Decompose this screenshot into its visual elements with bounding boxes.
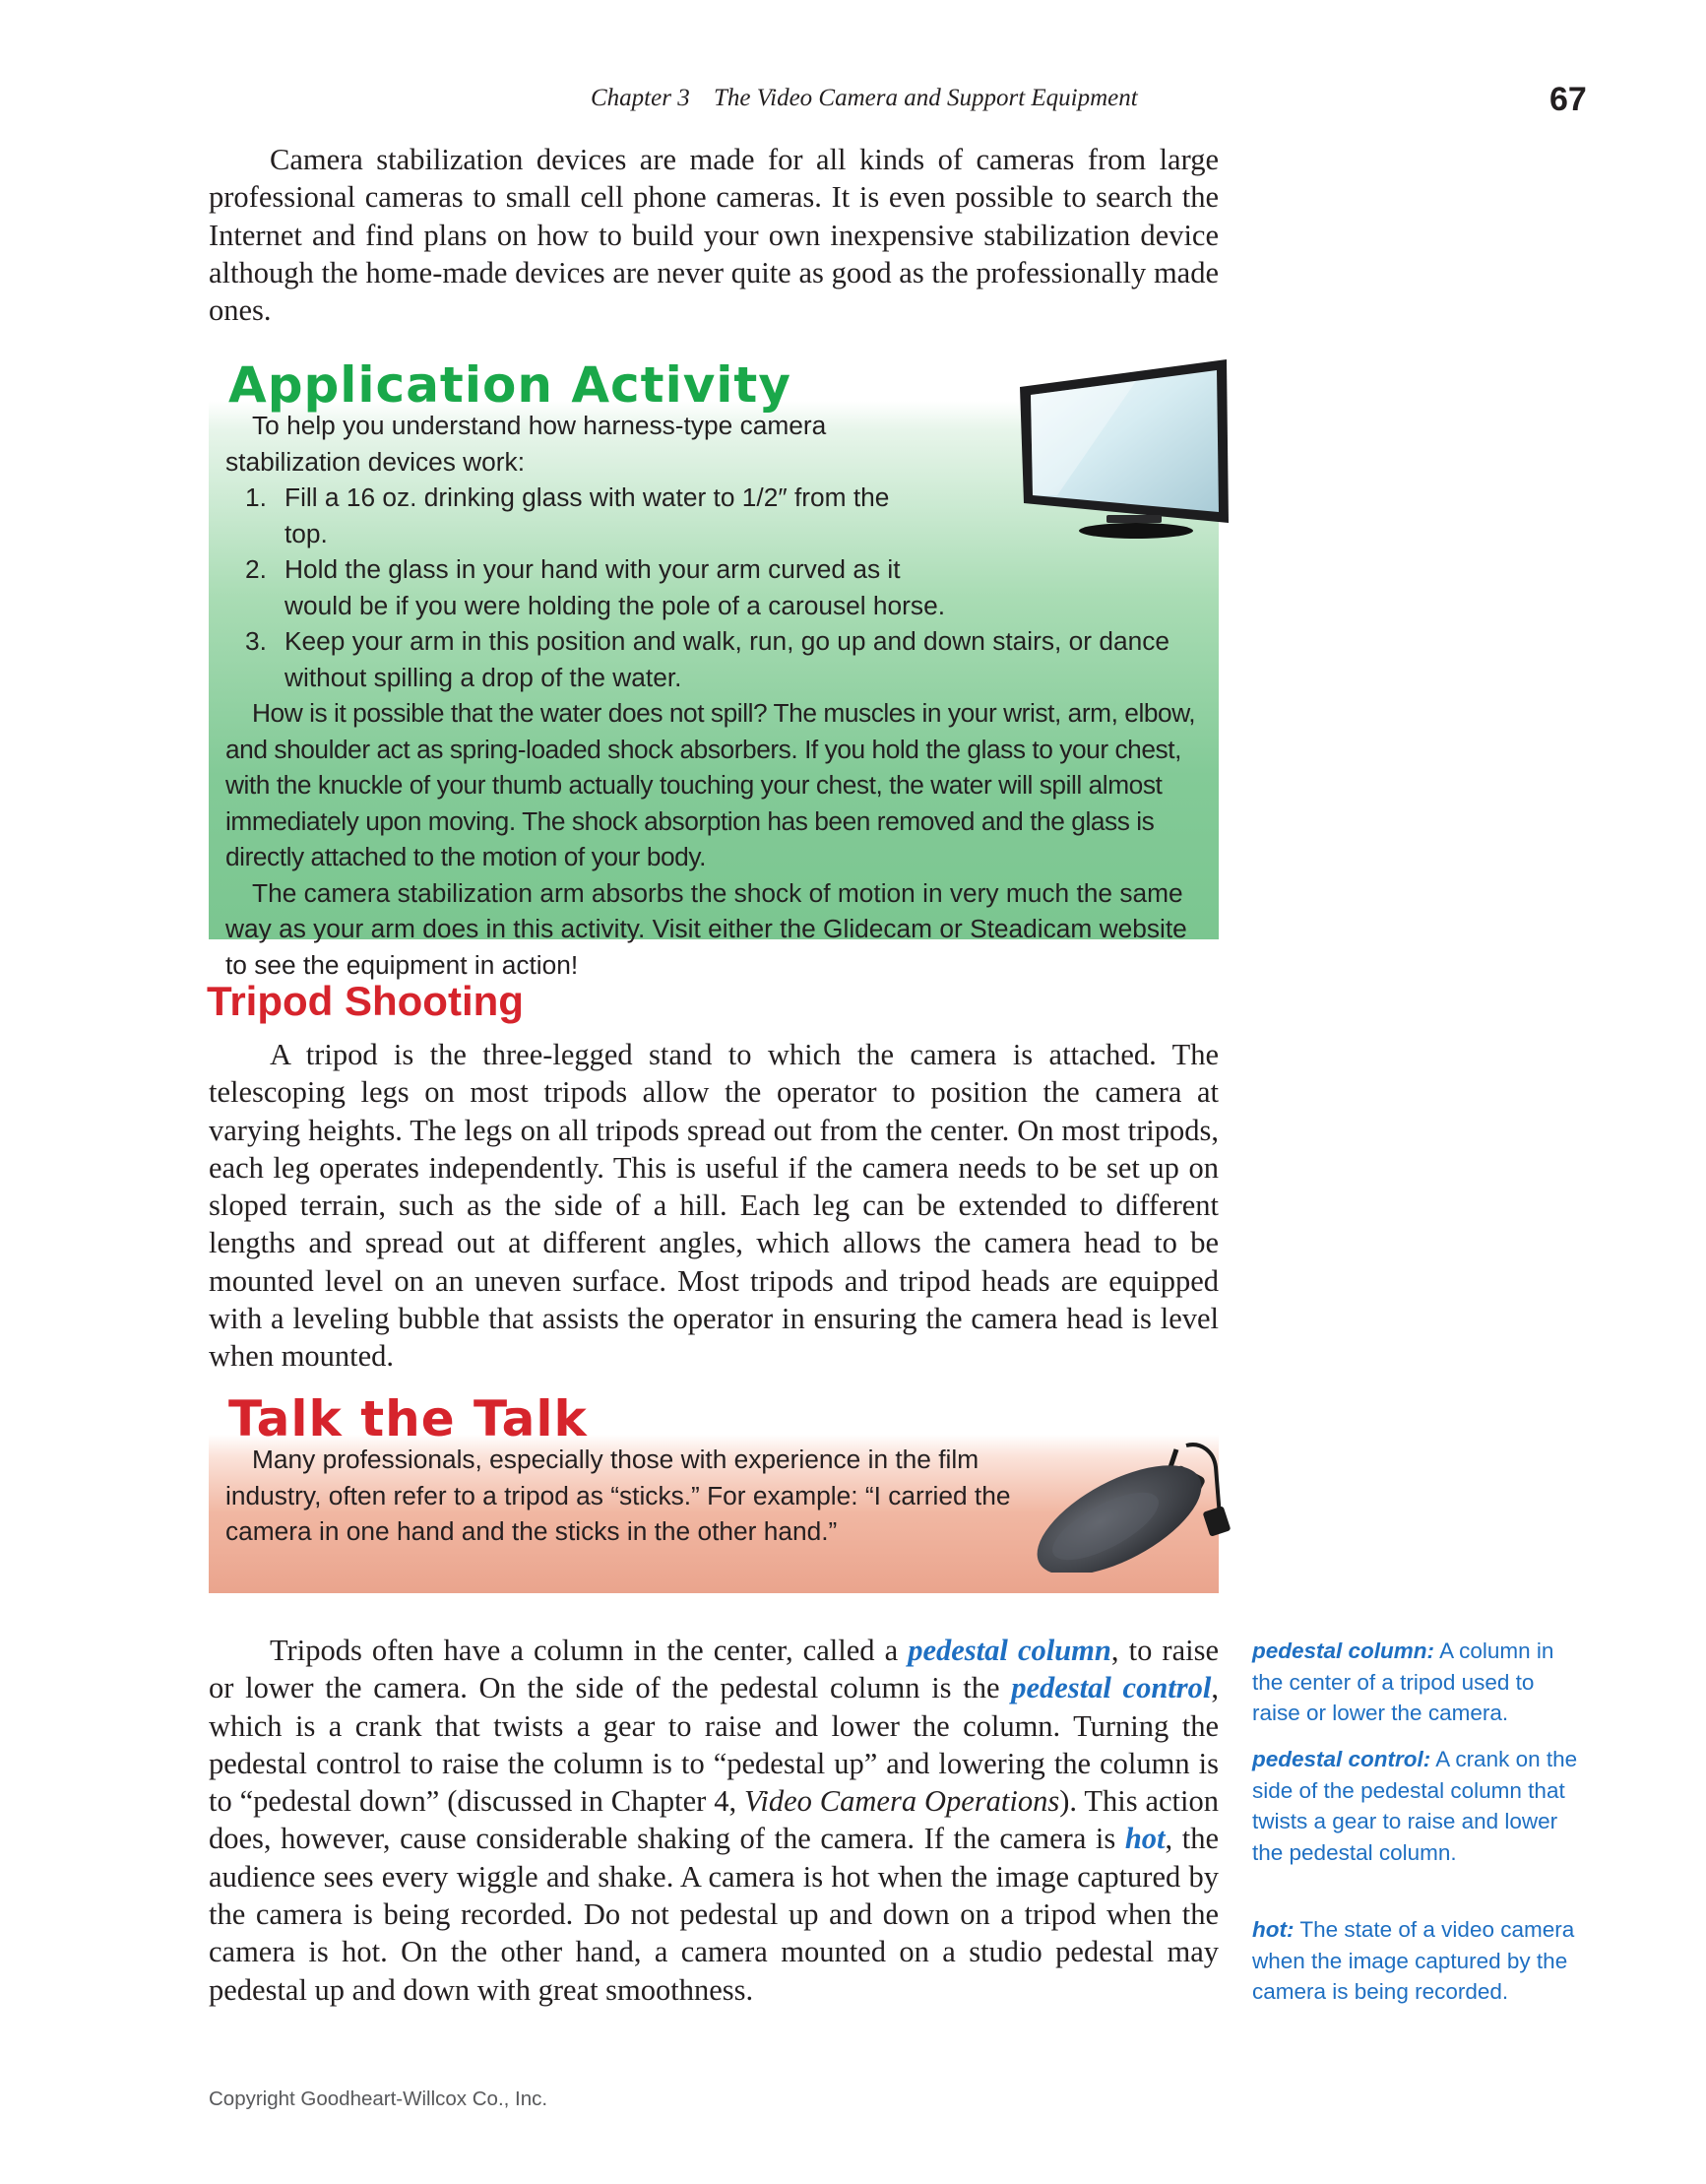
- pedestal-text-part2: , to raise or lower the camera. On the side of the pedestal column is the: [209, 1634, 1219, 1705]
- activity-title: Application Activity: [228, 356, 791, 414]
- glossary-entry: [1252, 1914, 1587, 2008]
- pedestal-paragraph: [209, 1632, 1219, 2009]
- key-term-pedestal-column: pedestal column: [908, 1634, 1111, 1667]
- pedestal-text-part3: , which is a crank that twists a gear to raise and lower the column. Turning the pedestal control to raise the column is to “pedestal up” and lowering the column is to “pedestal down” (discussed in Chapter 4,: [209, 1671, 1220, 1819]
- talk-content: [225, 1442, 1062, 1550]
- talk-paragraph: Many professionals, especially those with experience in the film industry, often refer to a tripod as “sticks.” For example: “I carried the camera in one hand and the sticks in the other hand.”: [225, 1445, 1011, 1546]
- activity-step: [225, 623, 1190, 695]
- glossary-definition: A column in the center of a tripod used to raise or lower the camera.: [1252, 1638, 1554, 1725]
- pedestal-text-part5: , the audience sees every wiggle and shake. A camera is hot when the image captured by the camera is being recorded. Do not pedestal up and down on a tripod when the camera is hot. On the other hand, a camera mounted on a studio pedestal may pedestal up and down with great smoothness.: [209, 1822, 1219, 2007]
- talk-title: Talk the Talk: [228, 1390, 588, 1447]
- key-term-hot: hot: [1124, 1822, 1166, 1856]
- glossary-term: pedestal control:: [1252, 1747, 1431, 1771]
- step-number: 3.: [245, 626, 267, 656]
- glossary-term: pedestal column:: [1252, 1638, 1435, 1663]
- activity-step: [225, 480, 934, 551]
- glossary-entry: [1252, 1744, 1587, 1868]
- step-number: 2.: [245, 554, 267, 584]
- glossary-entry: [1252, 1636, 1587, 1729]
- glossary-definition: The state of a video camera when the image captured by the camera is being recorded.: [1252, 1917, 1575, 2004]
- activity-step: [225, 551, 974, 623]
- tripod-paragraph: A tripod is the three-legged stand to which the camera is attached. The telescoping legs on most tripods allow the operator to position the camera at varying heights. The legs on all tripods spread out from the center. On most tripods, each leg operates independently. This is useful if the camera needs to be set up on sloped terrain, such as the side of a hill. Each leg can be extended to different lengths and spread out at different angles, which allows the camera head to be mounted level on an uneven surface. Most tripods and tripod heads are equipped with a leveling bubble that assists the operator in ensuring the camera head is level when mounted.: [209, 1038, 1219, 1374]
- glossary-term: hot:: [1252, 1917, 1295, 1942]
- header-chapter-title: The Video Camera and Support Equipment: [713, 85, 1138, 111]
- step-number: 1.: [245, 482, 267, 512]
- running-header: [591, 85, 1221, 112]
- chapter-reference: Video Camera Operations: [744, 1784, 1060, 1819]
- step-text: Keep your arm in this position and walk, run, go up and down stairs, or dance without spilling a drop of the water.: [284, 626, 1169, 692]
- section-heading-tripod-shooting: Tripod Shooting: [207, 978, 524, 1024]
- flat-screen-tv-icon: [1018, 357, 1234, 541]
- intro-paragraph: Camera stabilization devices are made for all kinds of cameras from large professional cameras to small cell phone cameras. It is even possible to search the Internet and find plans on how to build your own inexpensive stabilization device although the home-made devices are never quite as good as the professionally made ones.: [209, 143, 1219, 328]
- activity-intro-line1: To help you understand how harness-type camera: [252, 411, 827, 440]
- header-chapter: Chapter 3: [591, 85, 690, 111]
- pedestal-text-part4: ). This action does, however, cause considerable shaking of the camera. If the camera is: [209, 1784, 1219, 1856]
- activity-paragraph-1: How is it possible that the water does not spill? The muscles in your wrist, arm, elbow, and shoulder act as spring-loaded shock absorbers. If you hold the glass to your chest, with the knuckle of your thumb actually touching your chest, the water will spill almost immediately upon moving. The shock absorption has been removed and the glass is directly attached to the motion of your body.: [225, 698, 1196, 871]
- activity-paragraph-2: The camera stabilization arm absorbs the shock of motion in very much the same way as your arm does in this activity. Visit either the Glidecam or Steadicam website to see the equipment in action!: [225, 877, 1187, 980]
- shotgun-microphone-icon: [1029, 1440, 1235, 1573]
- step-text: Fill a 16 oz. drinking glass with water to 1/2″ from the top.: [284, 482, 890, 548]
- activity-intro-line2: stabilization devices work:: [225, 446, 526, 477]
- copyright-footer: Copyright Goodheart-Willcox Co., Inc.: [209, 2088, 548, 2110]
- page-number: 67: [1549, 81, 1587, 118]
- glossary-definition: A crank on the side of the pedestal column that twists a gear to raise and lower the pedestal column.: [1252, 1747, 1578, 1865]
- key-term-pedestal-control: pedestal control: [1011, 1671, 1212, 1705]
- pedestal-text-part1: Tripods often have a column in the center, called a: [270, 1634, 909, 1667]
- step-text: Hold the glass in your hand with your arm curved as it would be if you were holding the pole of a carousel horse.: [284, 554, 945, 620]
